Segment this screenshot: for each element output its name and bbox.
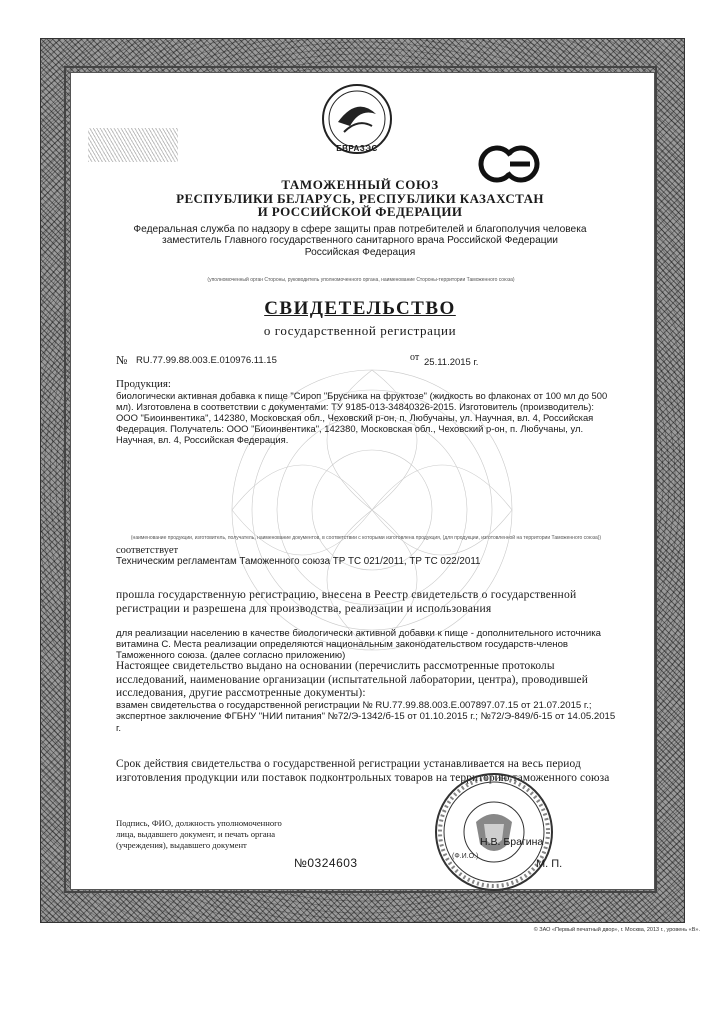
signature-label: Подпись, ФИО, должность уполномоченного лица, выдавшего документ, и печать органа (учреждения), выдавшего документ — [116, 818, 282, 851]
conformity-label: соответствует — [116, 545, 179, 556]
signer-hint: (Ф.И.О.) — [452, 853, 479, 860]
product-hint: (наименование продукции, изготовитель, получатель, наименование документов, в соответствии с которыми изготовлена продукция, (для продукции, изготовленной на территории Таможенного союза)) — [130, 535, 602, 541]
emblem-caption: ЕВРАЗЭС — [336, 144, 378, 153]
certificate-date: 25.11.2015 г. — [424, 357, 479, 368]
header-line-2: РЕСПУБЛИКИ БЕЛАРУСЬ, РЕСПУБЛИКИ КАЗАХСТАН — [176, 191, 544, 206]
product-label: Продукция: — [116, 378, 171, 390]
date-label: от — [410, 352, 420, 363]
form-serial-number: №0324603 — [294, 856, 358, 870]
document-title: СВИДЕТЕЛЬСТВО — [264, 298, 456, 319]
printer-imprint: © ЗАО «Первый печатный двор», г. Москва, 2013 г., уровень «В». — [533, 927, 700, 933]
replacement-info: взамен свидетельства о государственной регистрации № RU.77.99.88.003.Е.007897.07.15 от 21.07.2015 г.; экспертное заключение ФГБНУ "НИИ питания" №72/Э-1342/б-15 от 01.10.2015 г.; №72/Э-849/б-15 от 14.05.2015 г. — [116, 700, 616, 734]
agency-block — [110, 224, 610, 258]
agency-line-3: Российская Федерация — [304, 246, 416, 258]
sale-conditions: для реализации населению в качестве биологически активной добавки к пище - дополнительного источника витамина С. Места реализации определяются национальным законодательством государств-членов Таможенного союза. (далее согласно приложению) — [116, 628, 601, 662]
header-line-1: ТАМОЖЕННЫЙ СОЮЗ — [281, 177, 439, 192]
document-subtitle: о государственной регистрации — [263, 323, 457, 338]
validity-statement: Срок действия свидетельства о государственной регистрации устанавливается на весь период изготовления продукции или поставок подконтрольных товаров на территорию таможенного союза — [116, 758, 610, 784]
agency-line-2: заместитель Главного государственного санитарного врача Российской Федерации — [162, 235, 558, 247]
authority-hint: (уполномоченный орган Стороны, руководитель уполномоченного органа, наименование Стороны-территории Таможенного союза) — [207, 277, 515, 283]
decorative-pattern — [88, 128, 178, 162]
issued-basis: Настоящее свидетельство выдано на основании (перечислить рассмотренные протоколы исследований, наименование организации (испытательной лаборатории, центра), проводившей исследования, другие рассмотренные документы): — [116, 660, 588, 700]
number-label: № — [116, 353, 128, 367]
official-seal-icon — [432, 770, 556, 894]
stamp-place: М. П. — [536, 858, 563, 870]
signer-name: Н.В. Брагина — [480, 836, 544, 848]
conformity-text: Техническим регламентам Таможенного союза ТР ТС 021/2011, ТР ТС 022/2011 — [116, 556, 481, 567]
product-description: биологически активная добавка к пище "Сироп "Брусника на фруктозе" (жидкость во флаконах от 100 мл до 500 мл). Изготовлена в соответствии с документами: ТУ 9185-013-34840326-2015. Изготовитель (производитель): ООО "Биоинвентика", 142380, Московская обл., Чеховский р-он, п. Любучаны, ул. Научная, вл. 4, Российская Федерация. Получатель: ООО "Биоинвентика", 142380, Московская обл., Чеховский р-он, п. Любучаны, ул. Научная, вл. 4, Российская Федерация. — [116, 390, 608, 446]
certificate-number: RU.77.99.88.003.Е.010976.11.15 — [136, 355, 277, 366]
registration-statement: прошла государственную регистрацию, внесена в Реестр свидетельств о государственной регистрации и разрешена для производства, реализации и использования — [116, 588, 577, 615]
agency-line-1: Федеральная служба по надзору в сфере защиты прав потребителей и благополучия человека — [133, 224, 587, 235]
header-line-3: И РОССИЙСКОЙ ФЕДЕРАЦИИ — [257, 204, 463, 219]
